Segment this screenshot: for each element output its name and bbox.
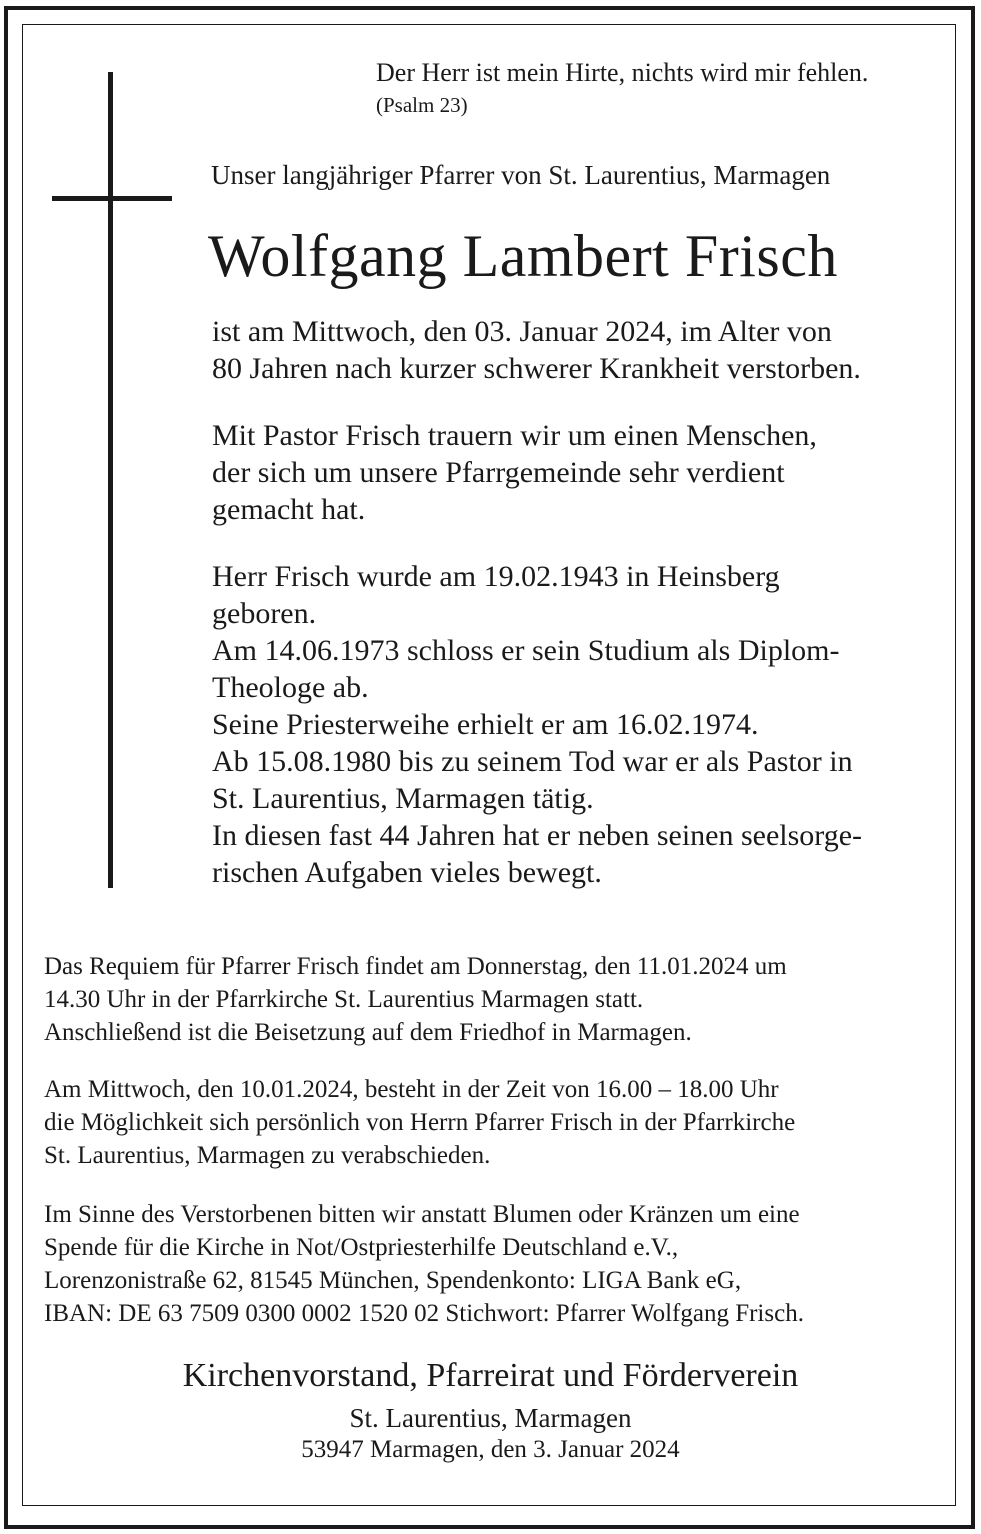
text-line: Das Requiem für Pfarrer Frisch findet am Donnerstag, den 11.01.2024 um [44,953,787,980]
text-line: Mit Pastor Frisch trauern wir um einen Menschen, [212,419,817,452]
place-and-date: 53947 Marmagen, den 3. Januar 2024 [301,1436,680,1463]
text-line: St. Laurentius, Marmagen zu verabschieden. [44,1142,491,1169]
text-line: Im Sinne des Verstorbenen bitten wir anstatt Blumen oder Kränzen um eine [44,1201,800,1228]
text-line: Seine Priesterweihe erhielt er am 16.02.1974. [212,708,759,741]
psalm-reference: (Psalm 23) [376,93,468,117]
text-line: Am 14.06.1973 schloss er sein Studium als Diplom- [212,634,840,667]
requiem-info [44,950,787,1049]
intro-line: Unser langjähriger Pfarrer von St. Laurentius, Marmagen [211,160,831,190]
farewell-info [44,1073,795,1172]
text-line: der sich um unsere Pfarrgemeinde sehr verdient [212,456,785,489]
text-line: IBAN: DE 63 7509 0300 0002 1520 02 Stichwort: Pfarrer Wolfgang Frisch. [44,1300,804,1327]
text-line: Am Mittwoch, den 10.01.2024, besteht in der Zeit von 16.00 – 18.00 Uhr [44,1076,779,1103]
text-line: geboren. [212,597,317,630]
tribute-paragraph [212,417,817,528]
text-line: Herr Frisch wurde am 19.02.1943 in Heinsberg [212,560,780,593]
text-line: Spende für die Kirche in Not/Ostpriesterhilfe Deutschland e.V., [44,1234,679,1261]
text-line: die Möglichkeit sich persönlich von Herrn Pfarrer Frisch in der Pfarrkirche [44,1109,796,1136]
text-line: gemacht hat. [212,493,366,526]
text-line: rischen Aufgaben vieles bewegt. [212,856,602,889]
signature-line-1: Kirchenvorstand, Pfarreirat und Förderverein [182,1357,799,1394]
cross-icon-vertical-bar [108,72,113,888]
cross-icon-horizontal-bar [52,196,172,201]
text-line: ist am Mittwoch, den 03. Januar 2024, im Alter von [212,315,832,348]
text-line: Anschließend ist die Beisetzung auf dem Friedhof in Marmagen. [44,1019,692,1046]
text-line: 80 Jahren nach kurzer schwerer Krankheit verstorben. [212,352,861,385]
deceased-name: Wolfgang Lambert Frisch [208,223,838,289]
biography-paragraph [212,558,862,891]
text-line: 14.30 Uhr in der Pfarrkirche St. Laurentius Marmagen statt. [44,986,644,1013]
text-line: Ab 15.08.1980 bis zu seinem Tod war er als Pastor in [212,745,853,778]
donation-info [44,1198,804,1330]
text-line: In diesen fast 44 Jahren hat er neben seinen seelsorge- [212,819,863,852]
signature-line-2: St. Laurentius, Marmagen [349,1403,632,1433]
text-line: Theologe ab. [212,671,369,704]
text-line: St. Laurentius, Marmagen tätig. [212,782,594,815]
psalm-quote: Der Herr ist mein Hirte, nichts wird mir fehlen. [376,58,869,87]
text-line: Lorenzonistraße 62, 81545 München, Spendenkonto: LIGA Bank eG, [44,1267,742,1294]
death-announcement [212,313,861,387]
